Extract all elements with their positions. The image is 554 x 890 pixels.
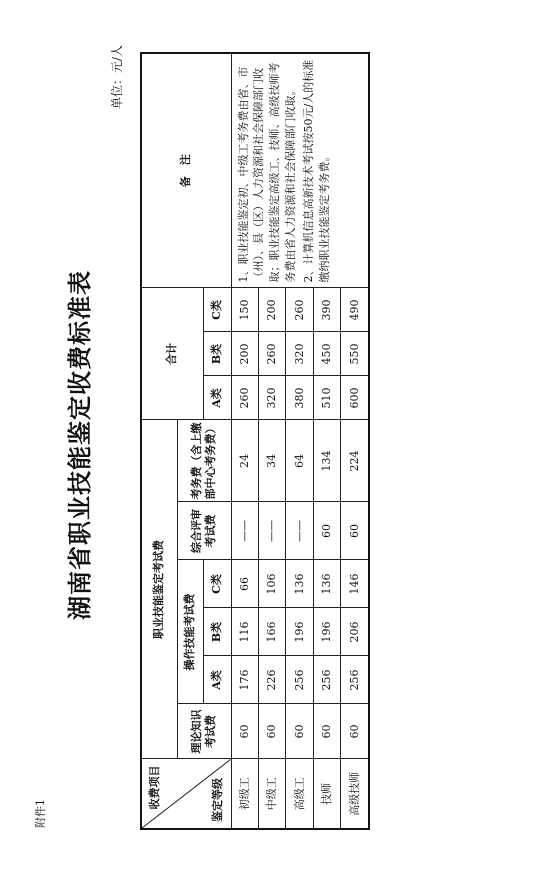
cell-op-a: 226 xyxy=(258,656,285,704)
cell-op-c: 106 xyxy=(258,560,285,608)
header-operation: 操作技能考试费 xyxy=(177,560,203,704)
cell-service: 64 xyxy=(286,420,313,502)
header-total-a: A类 xyxy=(203,376,231,420)
cell-op-c: 136 xyxy=(286,560,313,608)
cell-total-b: 260 xyxy=(258,332,285,376)
cell-total-b: 450 xyxy=(313,332,340,376)
cell-service: 24 xyxy=(231,420,258,502)
cell-comprehensive: 60 xyxy=(313,502,340,560)
header-item: 收费项目 xyxy=(148,765,161,810)
cell-service: 224 xyxy=(341,420,369,502)
header-total: 合计 xyxy=(141,288,203,420)
attachment-label: 附件1 xyxy=(34,799,47,828)
header-remark: 备 注 xyxy=(141,53,231,288)
cell-total-c: 200 xyxy=(258,288,285,332)
cell-comprehensive: —— xyxy=(258,502,285,560)
cell-total-a: 260 xyxy=(231,376,258,420)
header-op-a: A类 xyxy=(203,656,231,704)
header-level: 鉴定等级 xyxy=(210,778,224,822)
page-title: 湖南省职业技能鉴定收费标准表 xyxy=(65,270,94,620)
cell-service: 134 xyxy=(313,420,340,502)
remarks-cell xyxy=(231,53,369,288)
cell-theory: 60 xyxy=(258,704,285,759)
cell-theory: 60 xyxy=(313,704,340,759)
cell-comprehensive: —— xyxy=(286,502,313,560)
row-level: 初级工 xyxy=(231,759,258,829)
cell-comprehensive: 60 xyxy=(341,502,369,560)
cell-op-a: 256 xyxy=(313,656,340,704)
cell-total-a: 320 xyxy=(258,376,285,420)
remark-1: 1、职业技能鉴定初、中级工考务费由省、市（州）、县（区）人力资源和社会保障部门收取；职业技能鉴定高级工、技师、高级技师考务费由省人力资源和社会保障部门收取。 xyxy=(236,62,298,283)
cell-op-c: 146 xyxy=(341,560,369,608)
cell-total-c: 150 xyxy=(231,288,258,332)
cell-total-c: 390 xyxy=(313,288,340,332)
cell-op-b: 196 xyxy=(286,608,313,656)
row-level: 技师 xyxy=(313,759,340,829)
header-comprehensive: 综合评审考试费 xyxy=(177,502,231,560)
cell-theory: 60 xyxy=(341,704,369,759)
cell-theory: 60 xyxy=(286,704,313,759)
fee-table xyxy=(140,52,370,830)
cell-op-c: 136 xyxy=(313,560,340,608)
cell-total-a: 600 xyxy=(341,376,369,420)
cell-op-b: 196 xyxy=(313,608,340,656)
cell-op-b: 116 xyxy=(231,608,258,656)
header-diagonal-cell xyxy=(141,759,231,829)
fee-table-container xyxy=(140,54,370,830)
unit-label: 单位：元/人 xyxy=(110,45,124,110)
remark-2: 2、计算机信息高新技术考试按50元/人的标准缴纳职业技能鉴定考务费。 xyxy=(302,59,332,283)
cell-comprehensive: —— xyxy=(231,502,258,560)
cell-total-b: 200 xyxy=(231,332,258,376)
header-op-b: B类 xyxy=(203,608,231,656)
cell-op-a: 256 xyxy=(341,656,369,704)
cell-service: 34 xyxy=(258,420,285,502)
cell-total-c: 260 xyxy=(286,288,313,332)
header-total-c: C类 xyxy=(203,288,231,332)
header-group: 职业技能鉴定考试费 xyxy=(141,420,177,759)
row-level: 高级技师 xyxy=(341,759,369,829)
cell-op-c: 66 xyxy=(231,560,258,608)
header-service: 考务费（含上缴部中心考务费） xyxy=(177,420,231,502)
cell-total-a: 380 xyxy=(286,376,313,420)
cell-op-a: 256 xyxy=(286,656,313,704)
cell-total-a: 510 xyxy=(313,376,340,420)
cell-total-c: 490 xyxy=(341,288,369,332)
header-theory: 理论知识考试费 xyxy=(177,704,231,759)
cell-theory: 60 xyxy=(231,704,258,759)
header-total-b: B类 xyxy=(203,332,231,376)
cell-op-b: 206 xyxy=(341,608,369,656)
row-level: 高级工 xyxy=(286,759,313,829)
table-row xyxy=(231,53,258,829)
row-level: 中级工 xyxy=(258,759,285,829)
cell-op-a: 176 xyxy=(231,656,258,704)
cell-total-b: 320 xyxy=(286,332,313,376)
header-op-c: C类 xyxy=(203,560,231,608)
cell-op-b: 166 xyxy=(258,608,285,656)
cell-total-b: 550 xyxy=(341,332,369,376)
